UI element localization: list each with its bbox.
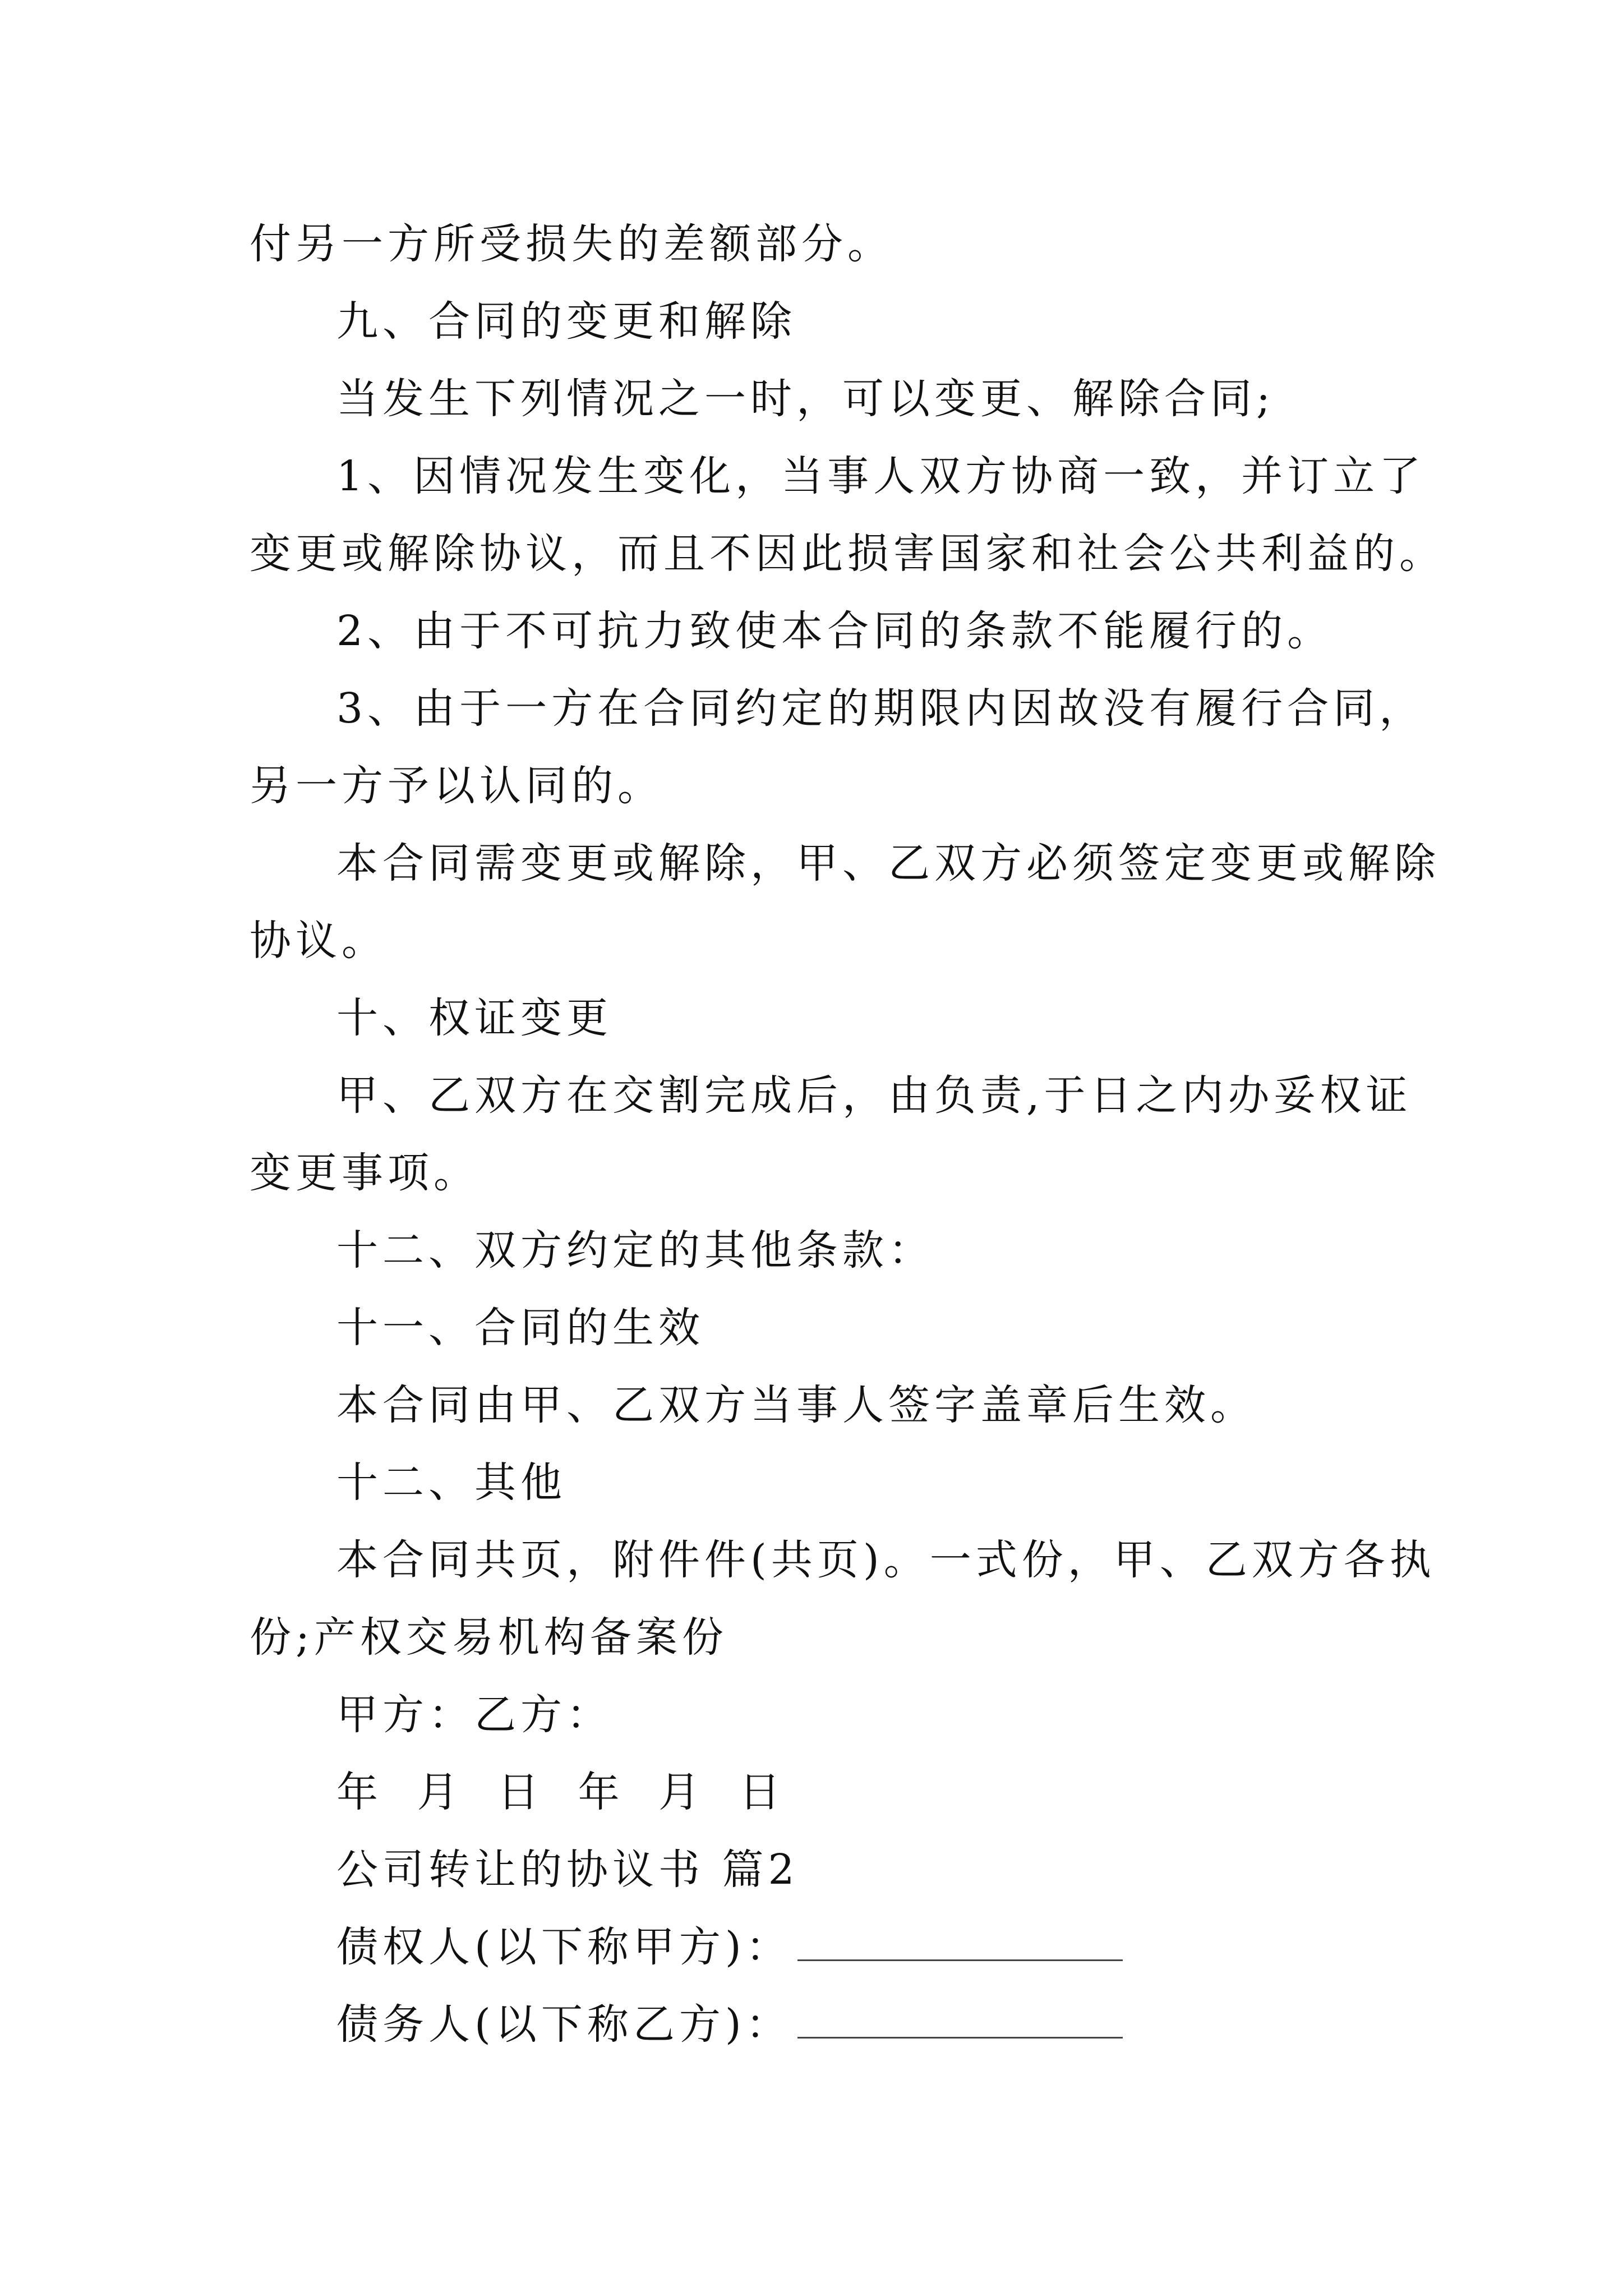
debtor-blank-line	[797, 2037, 1123, 2039]
text-line: 本合同由甲、乙双方当事人签字盖章后生效。	[336, 1381, 1256, 1429]
section-heading: 九、合同的变更和解除	[336, 297, 796, 346]
signature-dates: 年 月 日 年 月 日	[336, 1768, 785, 1816]
debtor-label: 债务人(以下称乙方)：	[336, 2000, 792, 2049]
document-title: 公司转让的协议书 篇2	[336, 1846, 799, 1894]
text-line: 1、因情况发生变化，当事人双方协商一致，并订立了	[336, 452, 1426, 500]
text-line: 变更事项。	[250, 1149, 479, 1197]
section-heading: 十、权证变更	[336, 994, 612, 1042]
text-line: 甲、乙双方在交割完成后，由负责,于日之内办妥权证	[336, 1071, 1412, 1120]
text-line: 变更或解除协议，而且不因此损害国家和社会公共利益的。	[250, 530, 1445, 578]
text-line: 3、由于一方在合同约定的期限内因故没有履行合同，	[336, 684, 1426, 733]
text-line: 另一方予以认同的。	[250, 762, 663, 810]
text-line: 本合同共页，附件件(共页)。一式份，甲、乙双方各执	[336, 1536, 1436, 1584]
creditor-blank-line	[797, 1959, 1123, 1961]
creditor-label: 债权人(以下称甲方)：	[336, 1923, 792, 1971]
debtor-row	[336, 2000, 1123, 2049]
text-line: 协议。	[250, 917, 388, 965]
signature-parties: 甲方：乙方：	[336, 1691, 612, 1739]
text-line: 付另一方所受损失的差额部分。	[250, 220, 893, 268]
text-line: 本合同需变更或解除，甲、乙双方必须签定变更或解除	[336, 839, 1440, 887]
creditor-row	[336, 1923, 1123, 1971]
section-heading: 十二、双方约定的其他条款：	[336, 1226, 934, 1274]
text-line: 2、由于不可抗力致使本合同的条款不能履行的。	[336, 607, 1334, 655]
section-heading: 十二、其他	[336, 1458, 566, 1507]
text-line: 当发生下列情况之一时，可以变更、解除合同;	[336, 375, 1275, 423]
section-heading: 十一、合同的生效	[336, 1304, 704, 1352]
text-line: 份;产权交易机构备案份	[250, 1613, 728, 1662]
